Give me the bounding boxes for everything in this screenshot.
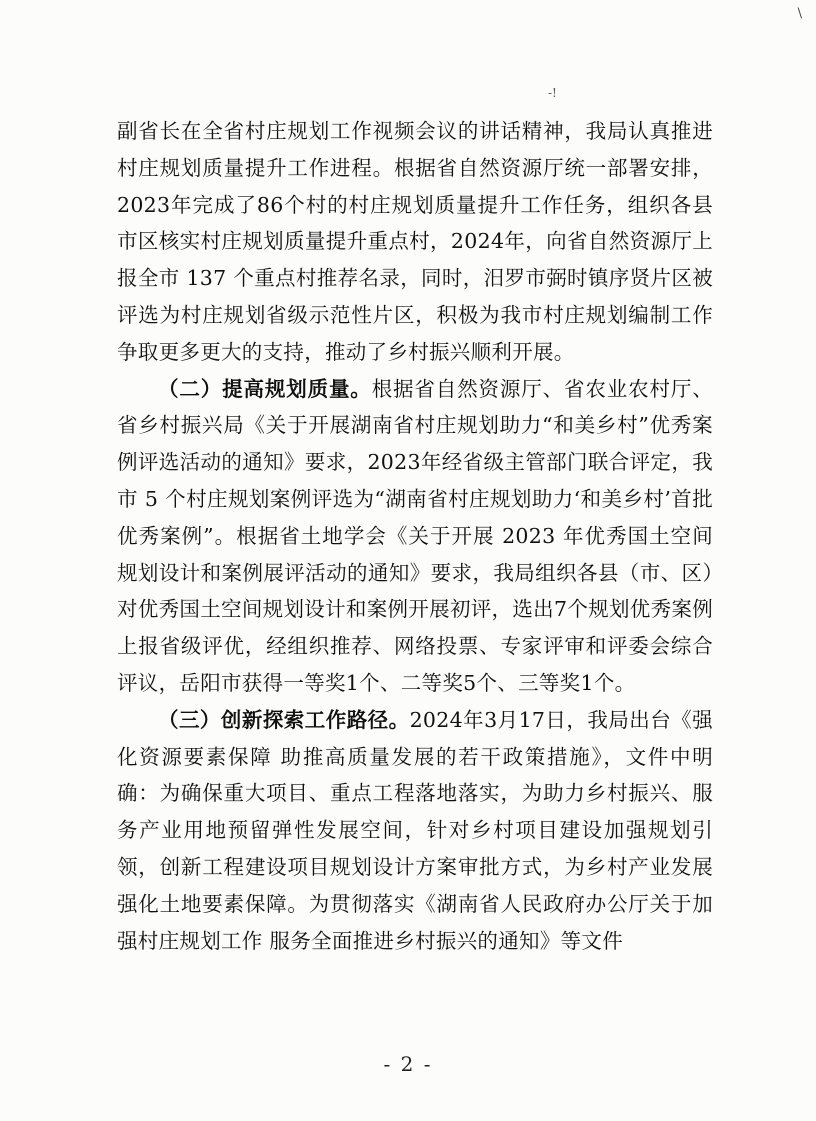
paragraph-2 [117, 371, 713, 702]
document-body [117, 113, 713, 959]
corner-mark: \ [797, 6, 802, 21]
paragraph-1-text: 副省长在全省村庄规划工作视频会议的讲话精神，我局认真推进村庄规划质量提升工作进程。根据省自然资源厅统一部署安排，2023年完成了86个村的村庄规划质量提升工作任务，组织各县市区核实村庄规划质量提升重点村，2024年，向省自然资源厅上报全市 137 个重点村推荐名录，同时，汨罗市弼时镇序贤片区被评选为村庄规划省级示范性片区，积极为我市村庄规划编制工作争取更多更大的支持，推动了乡村振兴顺利开展。 [117, 119, 713, 364]
scan-mark: -! [548, 86, 557, 100]
paragraph-2-text: 根据省自然资源厅、省农业农村厅、省乡村振兴局《关于开展湖南省村庄规划助力“和美乡村”优秀案例评选活动的通知》要求，2023年经省级主管部门联合评定，我市 5 个村庄规划案例评选为“湖南省村庄规划助力‘和美乡村’首批优秀案例”。根据省土地学会《关于开展 2023 年优秀国土空间规划设计和案例展评活动的通知》要求，我局组织各县（市、区）对优秀国土空间规划设计和案例开展初评，选出7个规划优秀案例上报省级评优，经组织推荐、网络投票、专家评审和评委会综合评议，岳阳市获得一等奖1个、二等奖5个、三等奖1个。 [117, 376, 713, 695]
paragraph-1 [117, 113, 713, 371]
page-number: - 2 - [383, 1052, 433, 1076]
paragraph-3 [117, 702, 713, 960]
paragraph-3-text: 2024年3月17日，我局出台《强化资源要素保障 助推高质量发展的若干政策措施》，文件中明确：为确保重大项目、重点工程落地落实，为助力乡村振兴、服务产业用地预留弹性发展空间，针对乡村项目建设加强规划引领，创新工程建设项目规划设计方案审批方式，为乡村产业发展强化土地要素保障。为贯彻落实《湖南省人民政府办公厅关于加强村庄规划工作 服务全面推进乡村振兴的通知》等文件 [117, 707, 713, 953]
paragraph-3-heading: （三）创新探索工作路径。 [158, 707, 410, 732]
paragraph-2-heading: （二）提高规划质量。 [158, 376, 372, 401]
